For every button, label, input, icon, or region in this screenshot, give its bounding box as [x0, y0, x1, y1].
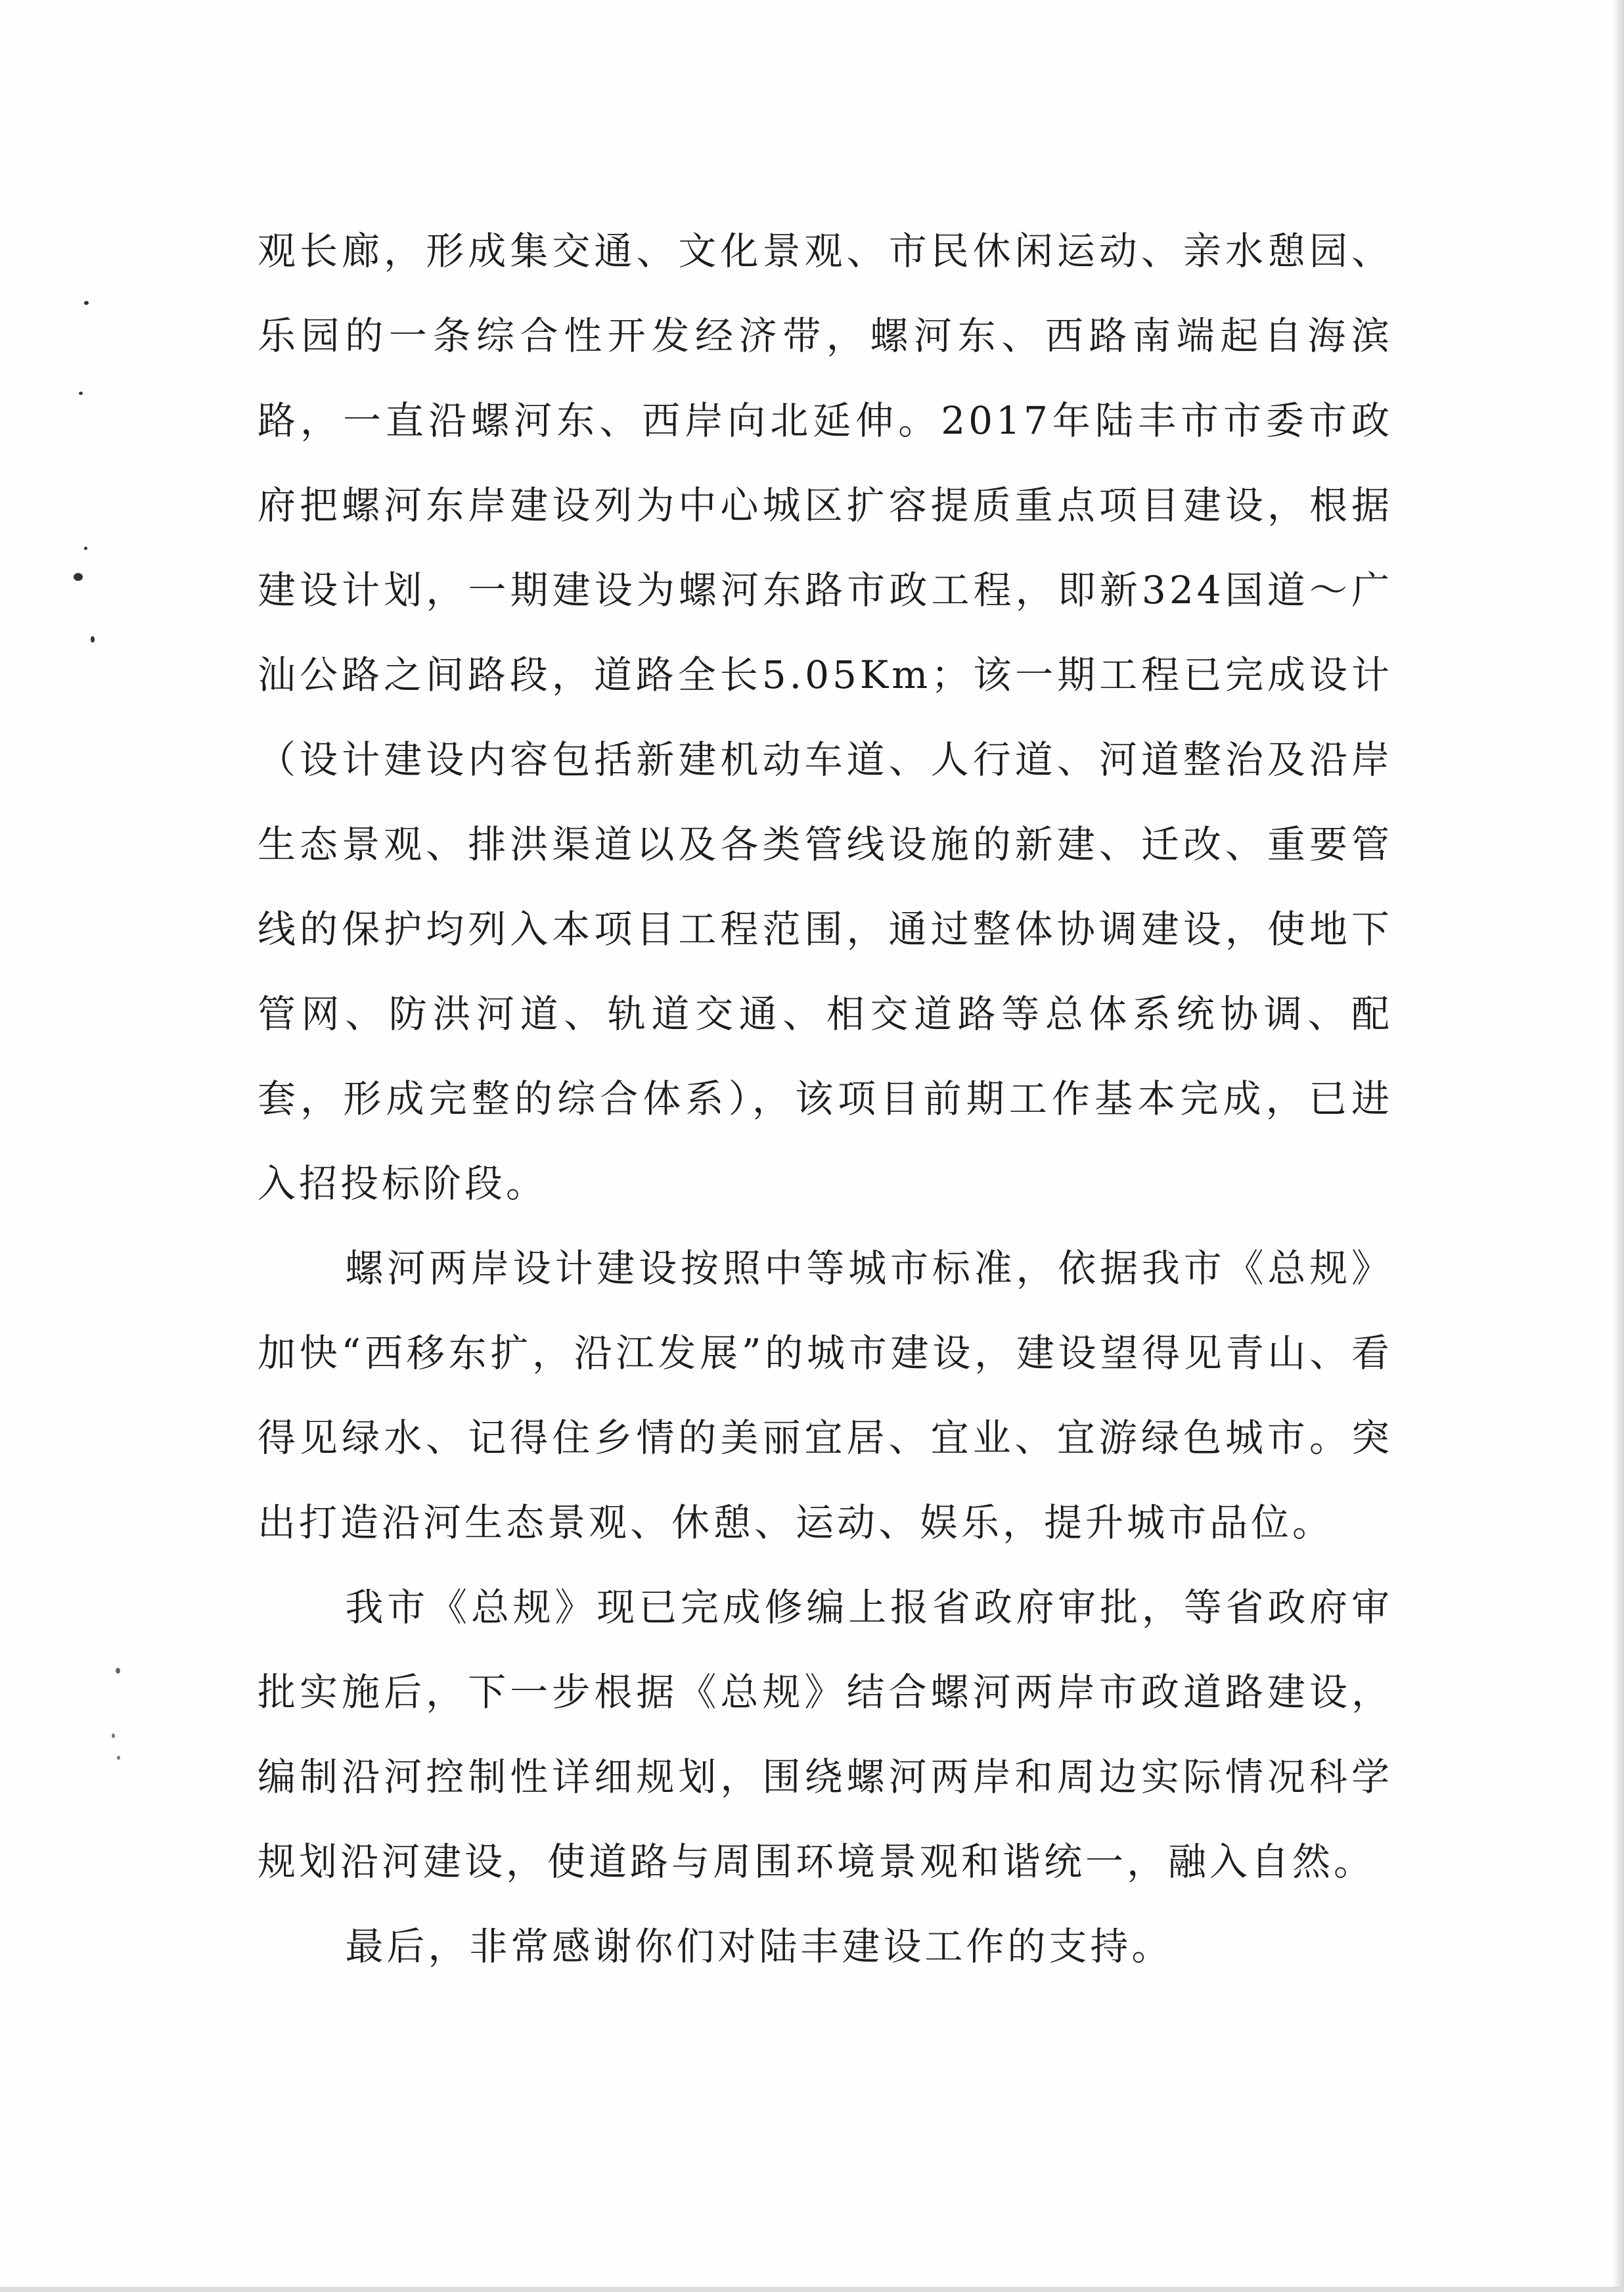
paragraph-closing-thanks: 最后，非常感谢你们对陆丰建设工作的支持。	[345, 1924, 1173, 1969]
paragraph-design-standard: 螺河两岸设计建设按照中等城市标准，依据我市《总规》加快“西移东扩，沿江发展”的城市建设，建设望得见青山、看得见绿水、记得住乡情的美丽宜居、宜业、宜游绿色城市。突出打造沿河生态景观、休憩、运动、娱乐，提升城市品位。	[258, 1246, 1393, 1545]
paragraph-continuation: 观长廊，形成集交通、文化景观、市民休闲运动、亲水憩园、乐园的一条综合性开发经济带，螺河东、西路南端起自海滨路，一直沿螺河东、西岸向北延伸。2017年陆丰市市委市政府把螺河东岸建设列为中心城区扩容提质重点项目建设，根据建设计划，一期建设为螺河东路市政工程，即新324国道～广汕公路之间路段，道路全长5.05Km；该一期工程已完成设计（设计建设内容包括新建机动车道、人行道、河道整治及沿岸生态景观、排洪渠道以及各类管线设施的新建、迁改、重要管线的保护均列入本项目工程范围，通过整体协调建设，使地下管网、防洪河道、轨道交通、相交道路等总体系统协调、配套，形成完整的综合体系），该项目前期工作基本完成，已进入招投标阶段。	[258, 229, 1393, 1206]
scan-speck	[91, 636, 95, 643]
scan-speck	[116, 1668, 120, 1674]
scan-speck	[117, 1756, 120, 1760]
scan-speck	[74, 573, 83, 581]
letter-body	[258, 209, 1393, 1989]
scan-bottom-edge	[0, 2287, 1624, 2292]
paragraph-master-plan: 我市《总规》现已完成修编上报省政府审批，等省政府审批实施后，下一步根据《总规》结合螺河两岸市政道路建设，编制沿河控制性详细规划，围绕螺河两岸和周边实际情况科学规划沿河建设，使道路与周围环境景观和谐统一，融入自然。	[258, 1585, 1393, 1884]
scan-speck	[112, 1733, 115, 1738]
scan-edge-shadow	[1612, 0, 1624, 2292]
scan-speck	[84, 301, 89, 305]
scan-speck	[79, 392, 83, 395]
scan-speck	[84, 547, 87, 550]
